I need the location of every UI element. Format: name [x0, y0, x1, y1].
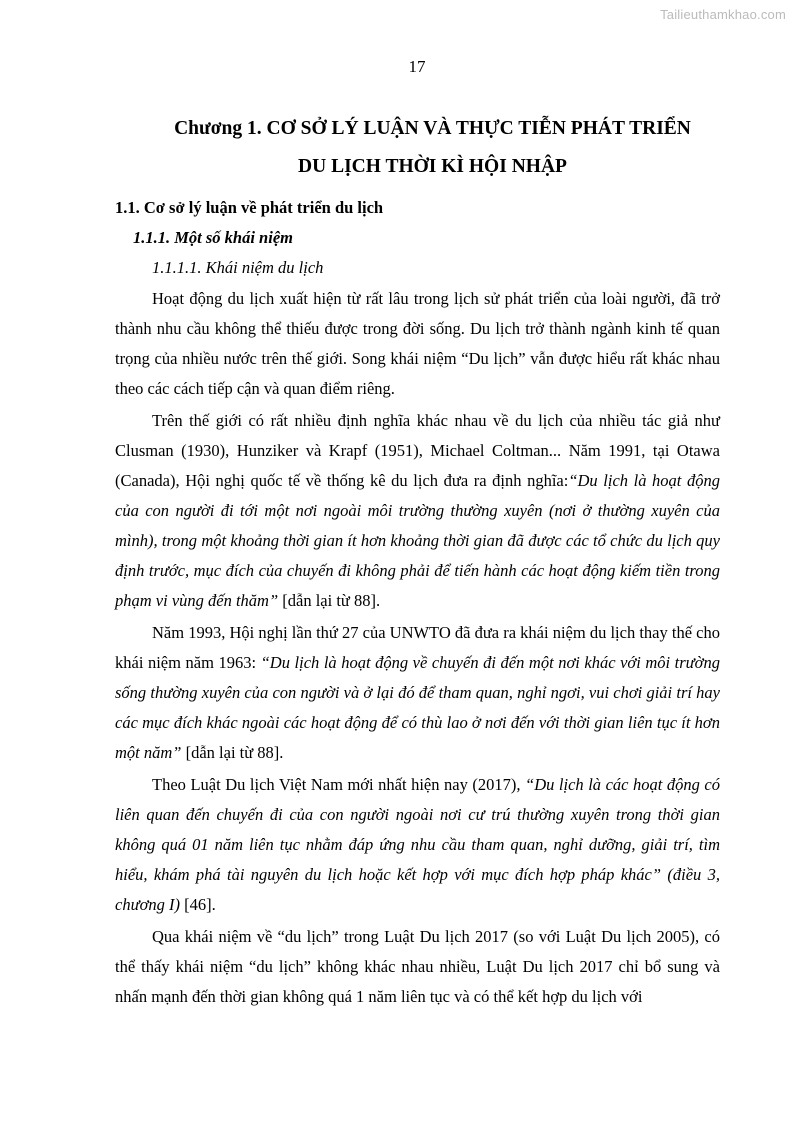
page-number: 17 [408, 57, 426, 76]
paragraph-3-text: Năm 1993, Hội nghị lần thứ 27 của UNWTO đã đưa ra khái niệm du lịch thay thế cho khái niệm năm 1963: [115, 623, 720, 672]
section-heading-1-1-1-1: 1.1.1.1. Khái niệm du lịch [152, 258, 324, 277]
chapter-title-line-2: DU LỊCH THỜI KÌ HỘI NHẬP [298, 156, 567, 177]
paragraph-5: Qua khái niệm về “du lịch” trong Luật Du lịch 2017 (so với Luật Du lịch 2005), có thể thấy khái niệm “du lịch” không khác nhau nhiều, Luật Du lịch 2017 chỉ bổ sung và nhấn mạnh đến thời gian không quá 1 năm liên tục và có thể kết hợp du lịch với [115, 927, 720, 1006]
paragraph-4-text: Theo Luật Du lịch Việt Nam mới nhất hiện nay (2017) [152, 775, 517, 794]
paragraph-2-quote: “Du lịch là hoạt động của con người đi tới một nơi ngoài môi trường thường xuyên (nơi ở thường xuyên của mình), trong một khoảng thời gian ít hơn khoảng thời gian đã được các tổ chức du lịch quy định trước, mục đích của chuyến đi không phải để tiến hành các hoạt động kiếm tiền trong phạm vi vùng đến thăm” [115, 471, 720, 610]
section-heading-1-1-1: 1.1.1. Một số khái niệm [133, 228, 293, 247]
paragraph-4-quote: , “Du lịch là các hoạt động có liên quan đến chuyến đi của con người ngoài nơi cư trú thường xuyên trong thời gian không quá 01 năm liên tục nhằm đáp ứng nhu cầu tham quan, nghỉ dưỡng, giải trí, tìm hiểu, khám phá tài nguyên du lịch hoặc kết hợp với mục đích hợp pháp khác” (điều 3, chương I) [115, 775, 720, 914]
paragraph-3-quote: “Du lịch là hoạt động về chuyến đi đến một nơi khác với môi trường sống thường xuyên của con người và ở lại đó để tham quan, nghỉ ngơi, vui chơi giải trí hay các mục đích khác ngoài các hoạt động để có thù lao ở nơi đến với thời gian liên tục ít hơn một năm” [115, 653, 720, 762]
paragraph-4 [115, 770, 720, 920]
paragraph-3-citation: [dẫn lại từ 88]. [181, 743, 284, 762]
document-body [115, 110, 720, 1012]
chapter-title-line-1: Chương 1. CƠ SỞ LÝ LUẬN VÀ THỰC TIỄN PHÁT TRIỂN [174, 118, 691, 139]
paragraph-4-citation: [46]. [180, 895, 216, 914]
paragraph-2 [115, 406, 720, 616]
paragraph-1: Hoạt động du lịch xuất hiện từ rất lâu trong lịch sử phát triển của loài người, đã trở thành nhu cầu không thể thiếu được trong đời sống. Du lịch trở thành ngành kinh tế quan trọng của nhiều nước trên thế giới. Song khái niệm “Du lịch” vẫn được hiểu rất khác nhau theo các cách tiếp cận và quan điểm riêng. [115, 289, 720, 398]
watermark: Tailieuthamkhao.com [660, 7, 786, 22]
paragraph-2-text: Trên thế giới có rất nhiều định nghĩa khác nhau về du lịch của nhiều tác giả như Clusman (1930), Hunziker và Krapf (1951), Michael Coltman... Năm 1991, tại Otawa (Canada), Hội nghị quốc tế về thống kê du lịch đưa ra định nghĩa: [115, 411, 720, 490]
section-heading-1-1: 1.1. Cơ sở lý luận về phát triển du lịch [115, 198, 384, 217]
paragraph-3 [115, 618, 720, 768]
paragraph-2-citation: [dẫn lại từ 88]. [278, 591, 381, 610]
chapter-title [115, 110, 750, 186]
